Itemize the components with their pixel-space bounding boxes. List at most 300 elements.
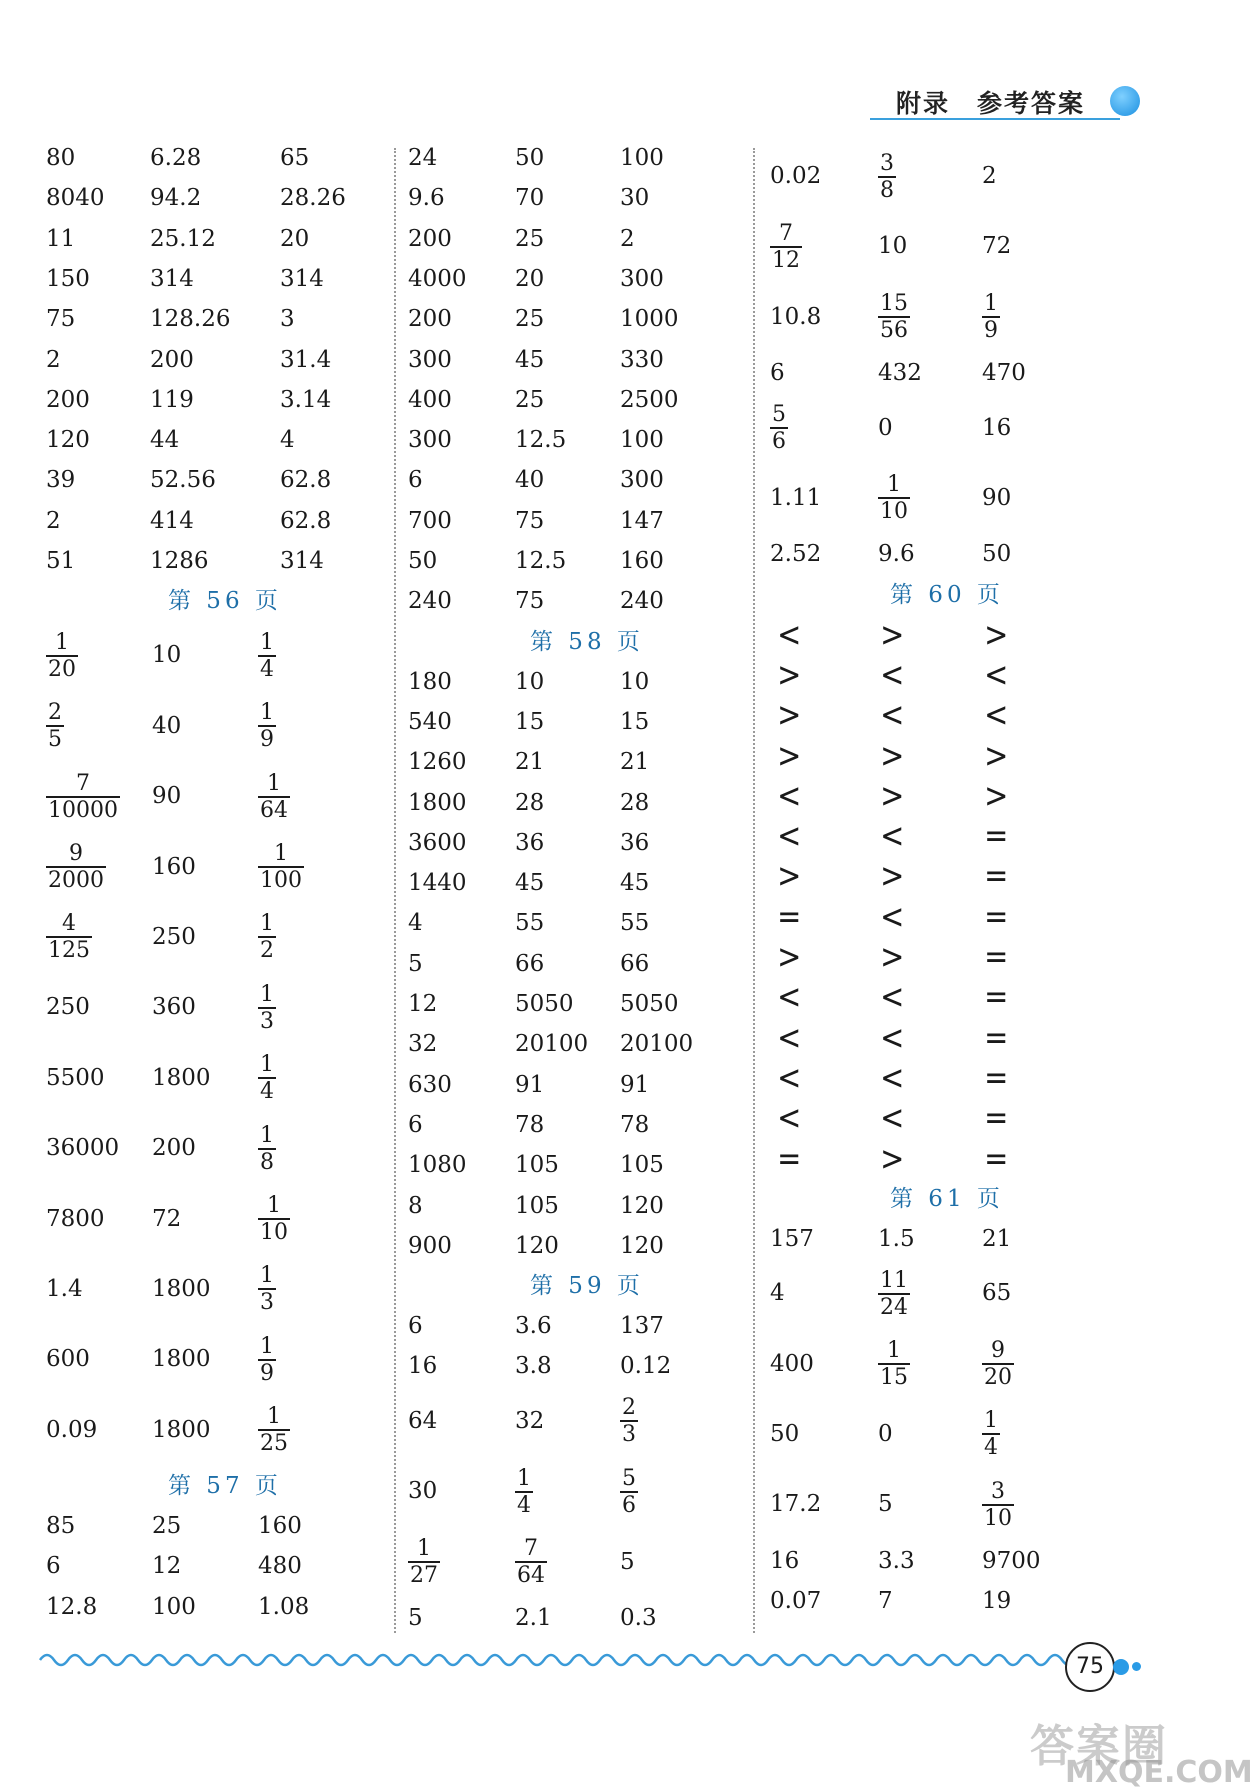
answer-cell: 75 xyxy=(46,306,76,333)
answer-cell: 52.56 xyxy=(150,467,216,494)
answer-cell: 11 xyxy=(46,225,76,252)
comparison-symbol: > xyxy=(984,735,1009,776)
answer-cell: 16 xyxy=(408,1353,438,1380)
fraction xyxy=(408,1536,440,1588)
fraction xyxy=(46,700,64,752)
answer-cell: 21 xyxy=(515,749,545,776)
answer-cell: 105 xyxy=(515,1192,559,1219)
fraction-denominator: 2000 xyxy=(48,868,104,893)
comparison-symbol: = xyxy=(984,937,1009,977)
answer-cell xyxy=(878,776,907,816)
answer-cell: 0.12 xyxy=(620,1353,672,1380)
answer-cell: 1800 xyxy=(408,789,467,816)
answer-cell: 3.6 xyxy=(515,1313,552,1340)
fraction-denominator: 9 xyxy=(260,727,274,753)
answer-cell: 72 xyxy=(152,1205,182,1232)
column-divider-2 xyxy=(753,148,755,1633)
answer-cell: 150 xyxy=(46,265,90,292)
answer-cell xyxy=(258,975,276,1039)
answer-cell: 2 xyxy=(982,163,997,189)
answer-cell xyxy=(982,897,1011,937)
fraction-denominator: 9 xyxy=(260,1360,274,1386)
answer-cell: 6 xyxy=(46,1553,61,1580)
fraction xyxy=(258,700,276,752)
fraction xyxy=(46,841,106,893)
answer-cell: 0.07 xyxy=(770,1588,822,1614)
fraction xyxy=(258,1263,276,1315)
answer-cell xyxy=(982,1139,1011,1179)
answer-cell: 5 xyxy=(408,950,423,977)
answer-cell: 105 xyxy=(515,1152,559,1179)
answer-cell: 78 xyxy=(620,1111,650,1138)
answer-cell: 30 xyxy=(620,185,650,212)
comparison-symbol: > xyxy=(777,654,802,695)
answer-cell: 36 xyxy=(515,829,545,856)
answer-cell: 75 xyxy=(515,588,545,615)
fraction xyxy=(515,1536,547,1588)
answer-cell: 4000 xyxy=(408,265,467,292)
answer-cell xyxy=(878,856,907,896)
answer-cell xyxy=(770,214,802,278)
answer-cell: 300 xyxy=(408,346,452,373)
answer-cell xyxy=(515,1530,547,1594)
fraction-numerator: 2 xyxy=(622,1395,636,1421)
answer-cell: 90 xyxy=(982,484,1012,511)
answer-cell: 1286 xyxy=(150,548,209,574)
answer-cell xyxy=(258,1257,276,1321)
answer-cell: 12.5 xyxy=(515,427,567,454)
fraction-denominator: 64 xyxy=(260,797,288,823)
answer-cell: 128.26 xyxy=(150,306,231,333)
answer-cell xyxy=(620,1459,638,1523)
fraction xyxy=(878,472,910,524)
answer-cell xyxy=(408,1530,440,1594)
fraction xyxy=(770,402,788,454)
answer-cell xyxy=(46,835,106,899)
page-number: 75 xyxy=(1065,1642,1115,1692)
answer-cell: 20100 xyxy=(620,1031,694,1058)
answer-cell: 120 xyxy=(620,1232,664,1259)
comparison-symbol: > xyxy=(777,695,802,736)
comparison-symbol: = xyxy=(777,896,802,937)
fraction-numerator: 11 xyxy=(880,1267,908,1293)
answer-cell xyxy=(775,1098,804,1138)
answer-cell: 2.52 xyxy=(770,541,822,568)
answer-cell: 20 xyxy=(515,265,545,292)
answer-cell xyxy=(775,977,804,1017)
fraction xyxy=(258,911,276,963)
header-circle-icon xyxy=(1110,86,1140,116)
answer-cell: 64 xyxy=(408,1407,438,1434)
answer-cell: 2 xyxy=(620,225,635,252)
fraction-denominator: 10 xyxy=(880,499,908,525)
answer-cell: 4 xyxy=(408,910,423,937)
answer-cell: 10 xyxy=(620,668,650,695)
answer-cell: 25 xyxy=(515,306,545,333)
answer-cell xyxy=(46,764,120,828)
fraction-denominator: 3 xyxy=(260,1290,274,1316)
answer-cell: 3600 xyxy=(408,829,467,856)
fraction-denominator: 4 xyxy=(984,1435,998,1461)
fraction-denominator: 6 xyxy=(622,1492,636,1518)
answer-cell xyxy=(258,1398,290,1462)
answer-cell: 28 xyxy=(620,789,650,816)
answer-cell: 2.1 xyxy=(515,1604,552,1631)
answer-cell: 1800 xyxy=(152,1346,211,1373)
answer-cell xyxy=(878,655,907,695)
answer-cell: 900 xyxy=(408,1232,452,1259)
fraction xyxy=(620,1466,638,1518)
answer-cell: 36 xyxy=(620,829,650,856)
answer-cell: 314 xyxy=(280,548,324,574)
answer-cell: 65 xyxy=(982,1280,1012,1307)
comparison-symbol: < xyxy=(880,1057,905,1098)
answer-cell: 200 xyxy=(150,346,194,373)
answer-cell: 240 xyxy=(620,588,664,615)
fraction-denominator: 4 xyxy=(260,656,274,682)
answer-cell: 240 xyxy=(408,588,452,615)
comparison-symbol: = xyxy=(984,977,1009,1018)
answer-cell: 330 xyxy=(620,346,664,373)
answer-cell xyxy=(775,937,804,977)
answer-cell: 8 xyxy=(408,1192,423,1219)
answer-cell xyxy=(878,1058,907,1098)
answer-cell: 300 xyxy=(620,265,664,292)
fraction-numerator: 1 xyxy=(260,1263,274,1289)
fraction-denominator: 56 xyxy=(880,318,908,344)
answer-cell xyxy=(775,736,804,776)
fraction-denominator: 10 xyxy=(984,1505,1012,1531)
answer-cell: 0 xyxy=(878,414,893,441)
answer-cell xyxy=(878,977,907,1017)
answer-cell xyxy=(775,816,804,856)
answer-cell: 25 xyxy=(515,225,545,252)
answer-cell: 157 xyxy=(770,1225,814,1252)
answer-cell: 36000 xyxy=(46,1135,120,1162)
answer-cell: 51 xyxy=(46,548,76,574)
answer-cell xyxy=(258,835,304,899)
answer-cell xyxy=(982,937,1011,977)
answer-cell: 12 xyxy=(408,991,438,1017)
comparison-symbol: < xyxy=(777,1098,802,1139)
answer-cell: 3 xyxy=(280,306,295,333)
answer-cell: 2 xyxy=(46,507,61,534)
fraction-numerator: 1 xyxy=(517,1465,531,1491)
answer-cell: 12.8 xyxy=(46,1593,98,1620)
answer-cell xyxy=(775,1058,804,1098)
answer-cell: 70 xyxy=(515,185,545,212)
answer-cell: 45 xyxy=(515,870,545,897)
comparison-symbol: > xyxy=(880,735,905,776)
section-title-p58: 第 58 页 xyxy=(530,628,644,655)
fraction xyxy=(982,1338,1014,1390)
answer-cell: 62.8 xyxy=(280,467,332,494)
answer-cell: 28 xyxy=(515,789,545,816)
answer-cell: 630 xyxy=(408,1071,452,1098)
answer-cell: 21 xyxy=(620,749,650,776)
fraction xyxy=(982,1479,1014,1531)
fraction-denominator: 20 xyxy=(48,656,76,682)
answer-cell: 16 xyxy=(982,414,1012,441)
section-title-p59: 第 59 页 xyxy=(530,1273,644,1300)
fraction-numerator: 1 xyxy=(267,1193,281,1218)
answer-cell: 470 xyxy=(982,360,1026,387)
answer-cell: 78 xyxy=(515,1111,545,1138)
answer-cell: 200 xyxy=(46,386,90,413)
answer-cell: 600 xyxy=(46,1346,90,1373)
answer-cell: 200 xyxy=(152,1135,196,1162)
answer-cell: 7800 xyxy=(46,1205,105,1232)
fraction-denominator: 27 xyxy=(410,1563,438,1588)
answer-cell xyxy=(982,1472,1014,1536)
answer-cell xyxy=(878,1332,910,1396)
answer-cell: 10 xyxy=(152,642,182,669)
fraction-denominator: 9 xyxy=(984,318,998,344)
answer-cell: 300 xyxy=(620,467,664,494)
fraction-numerator: 9 xyxy=(69,841,83,866)
answer-cell: 5 xyxy=(408,1604,423,1631)
answer-cell: 105 xyxy=(620,1152,664,1179)
answer-cell: 3.3 xyxy=(878,1547,915,1574)
fraction-numerator: 1 xyxy=(260,1052,274,1078)
answer-cell xyxy=(775,655,804,695)
fraction xyxy=(770,221,802,273)
answer-cell: 100 xyxy=(152,1593,196,1620)
fraction-numerator: 1 xyxy=(260,629,274,655)
answer-cell: 1.08 xyxy=(258,1593,310,1620)
fraction-numerator: 3 xyxy=(991,1478,1005,1504)
answer-cell: 25 xyxy=(152,1513,182,1540)
answer-cell: 8040 xyxy=(46,185,105,212)
fraction-denominator: 8 xyxy=(260,1149,274,1175)
answer-cell: 17.2 xyxy=(770,1491,822,1518)
answer-cell: 147 xyxy=(620,507,664,534)
fraction xyxy=(258,630,276,682)
fraction xyxy=(258,1193,290,1245)
comparison-symbol: = xyxy=(984,1057,1009,1098)
answer-cell xyxy=(982,977,1011,1017)
column-divider-1 xyxy=(394,148,396,1633)
answer-cell: 480 xyxy=(258,1553,302,1580)
comparison-symbol: < xyxy=(880,896,905,937)
comparison-symbol: = xyxy=(984,1138,1009,1179)
answer-cell: 119 xyxy=(150,386,194,413)
comparison-symbol: < xyxy=(880,654,905,695)
answer-cell xyxy=(775,856,804,896)
answer-cell: 66 xyxy=(515,950,545,977)
fraction xyxy=(878,151,896,203)
fraction-denominator: 64 xyxy=(517,1563,545,1588)
answer-cell xyxy=(775,695,804,735)
answer-cell: 432 xyxy=(878,360,922,387)
answer-cell xyxy=(878,1018,907,1058)
answer-cell: 540 xyxy=(408,708,452,735)
answer-cell: 5 xyxy=(620,1548,635,1575)
comparison-symbol: < xyxy=(984,654,1009,695)
comparison-symbol: = xyxy=(777,1138,802,1179)
answer-cell: 6 xyxy=(408,1313,423,1340)
answer-cell xyxy=(982,1332,1014,1396)
answer-cell xyxy=(258,1187,290,1251)
answer-cell: 160 xyxy=(258,1513,302,1540)
fraction xyxy=(258,1052,276,1104)
comparison-symbol: < xyxy=(777,816,802,857)
fraction-denominator: 6 xyxy=(772,429,786,454)
answer-cell: 0.09 xyxy=(46,1416,98,1443)
fraction-denominator: 15 xyxy=(880,1365,908,1390)
answer-cell: 12 xyxy=(152,1553,182,1580)
fraction xyxy=(982,1408,1000,1460)
answer-cell xyxy=(982,816,1011,856)
comparison-symbol: > xyxy=(880,775,905,816)
answer-cell xyxy=(46,623,78,687)
answer-cell: 44 xyxy=(150,427,180,454)
fraction-numerator: 1 xyxy=(267,1404,281,1430)
answer-cell: 250 xyxy=(46,994,90,1021)
answer-cell: 45 xyxy=(620,870,650,897)
answer-cell xyxy=(258,905,276,969)
page-header xyxy=(870,84,1140,124)
fraction xyxy=(258,1404,290,1456)
fraction-numerator: 1 xyxy=(887,472,901,498)
answer-cell xyxy=(46,905,92,969)
answer-cell: 40 xyxy=(152,712,182,739)
fraction xyxy=(620,1395,638,1447)
answer-cell xyxy=(620,1389,638,1453)
answer-cell: 0.02 xyxy=(770,163,822,189)
fraction xyxy=(258,771,290,823)
comparison-symbol: < xyxy=(777,614,802,655)
fraction-denominator: 12 xyxy=(772,247,800,273)
answer-cell: 1440 xyxy=(408,870,467,897)
answer-cell xyxy=(982,615,1011,655)
fraction-denominator: 20 xyxy=(984,1365,1012,1390)
comparison-symbol: = xyxy=(984,1017,1009,1058)
answer-cell: 28.26 xyxy=(280,185,346,212)
comparison-symbol: < xyxy=(880,1098,905,1139)
answer-cell: 21 xyxy=(982,1225,1012,1252)
answer-cell: 0 xyxy=(878,1420,893,1447)
answer-cell xyxy=(878,695,907,735)
answer-cell: 3.14 xyxy=(280,386,332,413)
answer-cell: 6.28 xyxy=(150,145,202,171)
fraction-denominator: 4 xyxy=(260,1079,274,1105)
fraction xyxy=(258,1123,276,1175)
answer-cell: 6 xyxy=(770,360,785,387)
answer-cell: 50 xyxy=(982,541,1012,568)
answer-cell: 65 xyxy=(280,145,310,171)
answer-cell: 25 xyxy=(515,386,545,413)
answer-cell xyxy=(258,764,290,828)
fraction-numerator: 2 xyxy=(48,700,62,726)
answer-cell xyxy=(878,144,896,208)
fraction-numerator: 7 xyxy=(779,220,793,246)
comparison-symbol: = xyxy=(984,896,1009,937)
answer-cell xyxy=(982,285,1000,349)
fraction-denominator: 8 xyxy=(880,177,894,203)
answer-cell: 2500 xyxy=(620,386,679,413)
fraction-denominator: 3 xyxy=(260,1008,274,1034)
answer-cell xyxy=(878,736,907,776)
fraction-numerator: 1 xyxy=(260,1122,274,1148)
answer-cell: 160 xyxy=(152,853,196,880)
answer-cell: 10.8 xyxy=(770,303,822,330)
comparison-symbol: < xyxy=(880,977,905,1018)
comparison-symbol: < xyxy=(880,816,905,857)
answer-cell: 15 xyxy=(515,708,545,735)
answer-cell: 15 xyxy=(620,708,650,735)
fraction-numerator: 7 xyxy=(524,1536,538,1561)
answer-cell xyxy=(878,1139,907,1179)
fraction-numerator: 1 xyxy=(260,911,274,937)
answer-cell: 1.11 xyxy=(770,484,822,511)
answer-cell xyxy=(258,623,276,687)
fraction-numerator: 3 xyxy=(880,150,894,176)
answer-cell xyxy=(982,856,1011,896)
answer-cell: 12.5 xyxy=(515,548,567,574)
answer-cell: 120 xyxy=(620,1192,664,1219)
answer-cell xyxy=(982,776,1011,816)
fraction xyxy=(878,1268,910,1320)
answer-cell: 10 xyxy=(515,668,545,695)
fraction xyxy=(46,771,120,823)
answer-cell xyxy=(775,776,804,816)
comparison-symbol: > xyxy=(777,735,802,776)
answer-cell: 314 xyxy=(150,265,194,292)
answer-cell: 7 xyxy=(878,1588,893,1614)
fraction xyxy=(258,841,304,893)
answer-cell: 300 xyxy=(408,427,452,454)
answer-cell xyxy=(775,1018,804,1058)
comparison-symbol: = xyxy=(984,816,1009,857)
answer-cell: 250 xyxy=(152,923,196,950)
fraction-denominator: 4 xyxy=(517,1492,531,1518)
comparison-symbol: = xyxy=(984,1098,1009,1139)
section-title-p56: 第 56 页 xyxy=(168,588,282,615)
comparison-symbol: < xyxy=(777,775,802,816)
wave-decoration xyxy=(40,1648,1060,1672)
comparison-symbol: = xyxy=(984,856,1009,897)
page-dots-icon xyxy=(1113,1656,1144,1675)
answer-cell: 400 xyxy=(770,1350,814,1377)
answer-cell xyxy=(982,655,1011,695)
answer-cell xyxy=(878,816,907,856)
fraction-numerator: 1 xyxy=(260,981,274,1007)
answer-cell: 20100 xyxy=(515,1031,589,1058)
answer-cell: 16 xyxy=(770,1547,800,1574)
answer-cell: 50 xyxy=(408,548,438,574)
answer-cell xyxy=(775,615,804,655)
answer-cell: 1800 xyxy=(152,1064,211,1091)
fraction-numerator: 1 xyxy=(260,700,274,726)
answer-cell: 24 xyxy=(408,145,438,171)
answer-cell: 72 xyxy=(982,233,1012,260)
answer-cell: 200 xyxy=(408,225,452,252)
answer-cell: 1000 xyxy=(620,306,679,333)
fraction-denominator: 24 xyxy=(880,1294,908,1320)
answer-cell: 9.6 xyxy=(878,541,915,568)
answer-cell: 91 xyxy=(620,1071,650,1098)
answer-cell: 80 xyxy=(46,145,76,171)
fraction-numerator: 1 xyxy=(55,629,69,655)
answer-cell: 20 xyxy=(280,225,310,252)
fraction-numerator: 5 xyxy=(622,1465,636,1491)
answer-cell xyxy=(982,736,1011,776)
answer-cell: 137 xyxy=(620,1313,664,1340)
answer-cell: 1080 xyxy=(408,1152,467,1179)
header-underline xyxy=(870,118,1120,120)
section-title-p60: 第 60 页 xyxy=(890,581,1004,608)
